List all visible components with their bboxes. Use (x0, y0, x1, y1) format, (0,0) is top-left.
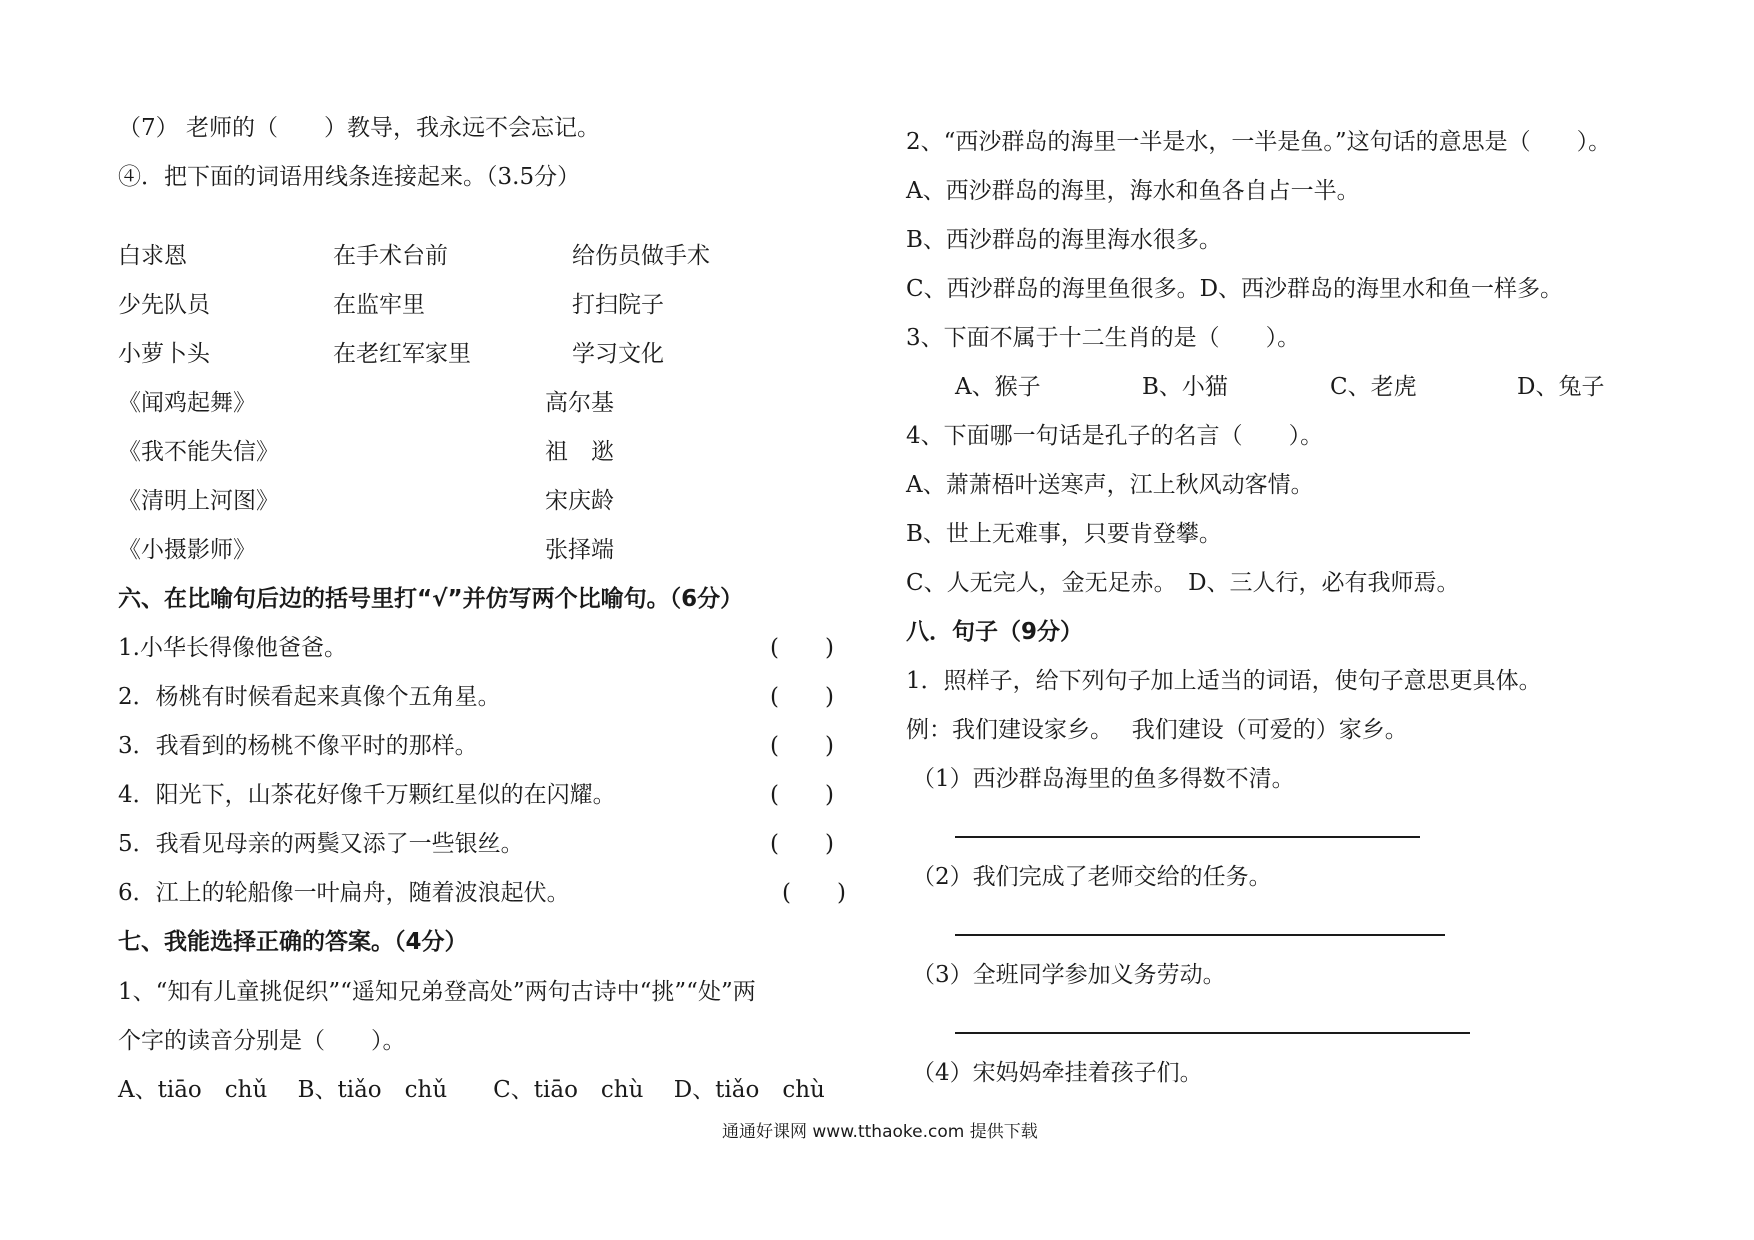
question-3-option-d: D、兔子 (1517, 374, 1605, 400)
footer-credit: 通通好课网 www.tthaoke.com 提供下载 (722, 1122, 1038, 1142)
section-8-example: 例：我们建设家乡。 我们建设（可爱的）家乡。 (906, 717, 1408, 743)
book-row-4-author: 张择端 (545, 537, 614, 563)
question-4-option-a: A、萧萧梧叶送寒声，江上秋风动客情。 (906, 472, 1314, 498)
answer-line-1[interactable] (955, 836, 1420, 838)
simile-paren-5: ( ) (770, 831, 834, 857)
match-row-2-col-1: 少先队员 (118, 292, 210, 318)
simile-item-1: 1.小华长得像他爸爸。 (118, 635, 347, 661)
question-3-option-a: A、猴子 (955, 374, 1041, 400)
book-row-1-title: 《闻鸡起舞》 (118, 390, 256, 416)
answer-line-3[interactable] (955, 1032, 1470, 1034)
book-row-3-author: 宋庆龄 (545, 488, 614, 514)
match-row-3-col-1: 小萝卜头 (118, 341, 210, 367)
sentence-2: （2）我们完成了老师交给的任务。 (912, 864, 1272, 890)
question-2-option-b: B、西沙群岛的海里海水很多。 (906, 227, 1222, 253)
section-7-title: 七、我能选择正确的答案。（4分） (118, 929, 468, 955)
simile-paren-4: ( ) (770, 782, 834, 808)
question-4-title: ④．把下面的词语用线条连接起来。（3.5分） (118, 164, 581, 190)
question-4-option-cd: C、人无完人，金无足赤。 D、三人行，必有我师焉。 (906, 570, 1460, 596)
item-7: （7） 老师的（ ）教导，我永远不会忘记。 (118, 115, 600, 141)
simile-item-6: 6．江上的轮船像一叶扁舟，随着波浪起伏。 (118, 880, 570, 906)
section-6-title: 六、在比喻句后边的括号里打“√”并仿写两个比喻句。（6分） (118, 586, 744, 612)
simile-item-2: 2．杨桃有时候看起来真像个五角星。 (118, 684, 501, 710)
question-3: 3、下面不属于十二生肖的是（ ）。 (906, 325, 1301, 351)
section-8-q1: 1．照样子，给下列句子加上适当的词语，使句子意思更具体。 (906, 668, 1542, 694)
match-row-1-col-3: 给伤员做手术 (572, 243, 710, 269)
simile-paren-1: ( ) (770, 635, 834, 661)
question-2: 2、“西沙群岛的海里一半是水，一半是鱼。”这句话的意思是（ ）。 (906, 129, 1612, 155)
match-row-2-col-2: 在监牢里 (333, 292, 425, 318)
answer-line-2[interactable] (955, 934, 1445, 936)
match-row-3-col-2: 在老红军家里 (333, 341, 471, 367)
section-7-q1-line2: 个字的读音分别是（ ）。 (118, 1028, 406, 1054)
question-2-option-cd: C、西沙群岛的海里鱼很多。D、西沙群岛的海里水和鱼一样多。 (906, 276, 1564, 302)
simile-item-4: 4．阳光下，山茶花好像千万颗红星似的在闪耀。 (118, 782, 616, 808)
simile-paren-6: ( ) (782, 880, 846, 906)
question-4-option-b: B、世上无难事，只要肯登攀。 (906, 521, 1222, 547)
book-row-2-author: 祖 逖 (545, 439, 614, 465)
section-7-q1-options: A、tiāo chǔ B、tiǎo chǔ C、tiāo chù D、tiǎo chù (118, 1077, 825, 1103)
question-3-option-b: B、小猫 (1142, 374, 1228, 400)
question-2-option-a: A、西沙群岛的海里，海水和鱼各自占一半。 (906, 178, 1360, 204)
simile-item-5: 5．我看见母亲的两鬓又添了一些银丝。 (118, 831, 524, 857)
match-row-1-col-2: 在手术台前 (333, 243, 448, 269)
sentence-4: （4）宋妈妈牵挂着孩子们。 (912, 1060, 1203, 1086)
match-row-3-col-3: 学习文化 (572, 341, 664, 367)
book-row-2-title: 《我不能失信》 (118, 439, 279, 465)
sentence-1: （1）西沙群岛海里的鱼多得数不清。 (912, 766, 1295, 792)
sentence-3: （3）全班同学参加义务劳动。 (912, 962, 1226, 988)
section-7-q1-line1: 1、“知有儿童挑促织”“遥知兄弟登高处”两句古诗中“挑”“处”两 (118, 979, 756, 1005)
question-3-option-c: C、老虎 (1330, 374, 1417, 400)
book-row-1-author: 高尔基 (545, 390, 614, 416)
simile-paren-2: ( ) (770, 684, 834, 710)
book-row-3-title: 《清明上河图》 (118, 488, 279, 514)
match-row-2-col-3: 打扫院子 (572, 292, 664, 318)
section-8-title: 八．句子（9分） (906, 619, 1084, 645)
book-row-4-title: 《小摄影师》 (118, 537, 256, 563)
simile-paren-3: ( ) (770, 733, 834, 759)
simile-item-3: 3．我看到的杨桃不像平时的那样。 (118, 733, 478, 759)
match-row-1-col-1: 白求恩 (118, 243, 187, 269)
question-4: 4、下面哪一句话是孔子的名言（ ）。 (906, 423, 1324, 449)
